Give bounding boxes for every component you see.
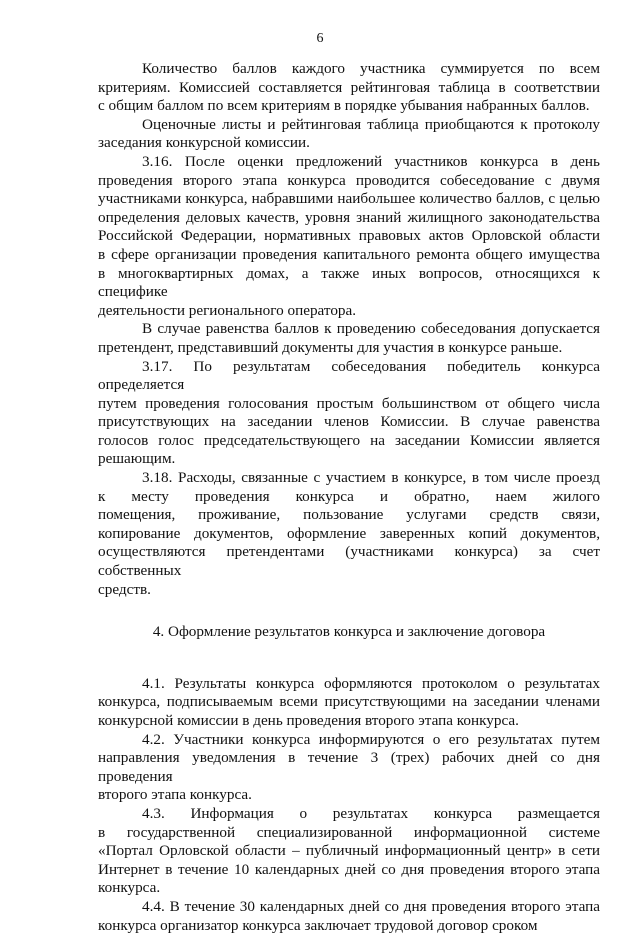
text-line: 4.3. Информация о результатах конкурса размещается [142,804,600,822]
text-line: направления уведомления в течение 3 (трех) рабочих дней со дня проведения [98,749,600,785]
text-line: проведения второго этапа конкурса проводится собеседование с двумя [98,171,600,189]
text-line: претендент, представивший документы для участия в конкурсе раньше. [98,338,563,356]
text-line: определения деловых качеств, уровня знаний жилищного законодательства [98,208,600,226]
text-line: «Портал Орловской области – публичный информационный центр» в сети [98,842,600,860]
text-line: конкурсной комиссии в день проведения второго этапа конкурса. [98,712,519,729]
text-line: голосов голос председательствующего на заседании Комиссии является [98,431,600,449]
text-line: конкурса, подписываемым всеми присутствующими на заседании членами [98,693,600,711]
text-line: копирование документов, оформление заверенных копий документов, [98,524,600,542]
text-line: присутствующих на заседании членов Комиссии. В случае равенства [98,413,600,431]
text-line: путем проведения голосования простым большинством от общего числа [98,394,600,412]
document-body [98,60,600,935]
text-line: в сфере организации проведения капитального ремонта общего имущества [98,245,600,263]
text-line: 4.4. В течение 30 календарных дней со дня проведения второго этапа [142,897,600,915]
text-line: с общим баллом по всем критериям в порядке убывания набранных баллов. [98,97,590,115]
text-line: осуществляются претендентами (участниками конкурса) за счет собственных [98,543,600,580]
text-line: решающим. [98,450,176,468]
text-line: Российской Федерации, нормативных правовых актов Орловской области [98,227,600,245]
text-line: к месту проведения конкурса и обратно, наем жилого [98,487,600,505]
text-line: второго этапа конкурса. [98,786,252,804]
text-line: помещения, проживание, пользование услугами средств связи, [98,506,600,524]
text-line: в многоквартирных домах, а также иных вопросов, относящихся к специфике [98,264,600,301]
text-line: конкурса. [98,879,161,897]
text-line: заседания конкурсной комиссии. [98,134,310,152]
section-heading: 4. Оформление результатов конкурса и заключение договора [152,623,546,641]
paragraphs-bottom [98,675,600,935]
text-line: 3.18. Расходы, связанные с участием в конкурсе, в том числе проезд [142,469,600,487]
text-line: 3.17. По результатам собеседования победитель конкурса определяется [98,357,600,394]
text-line: конкурса организатор конкурса заключает трудовой договор сроком [98,916,538,934]
text-line: 4.1. Результаты конкурса оформляются протоколом о результатах [142,674,600,692]
text-line: 4.2. Участники конкурса информируются о его результатах путем [142,730,600,748]
page-number: 6 [316,31,324,46]
text-line: В случае равенства баллов к проведению собеседования допускается [142,320,600,338]
text-line: Оценочные листы и рейтинговая таблица приобщаются к протоколу [142,115,600,133]
text-line: 3.16. После оценки предложений участников конкурса в день [142,152,600,170]
text-line: критериям. Комиссией составляется рейтинговая таблица в соответствии [98,78,600,96]
text-line: в государственной специализированной информационной системе [98,823,600,841]
paragraphs-top [98,60,600,599]
text-line: средств. [98,580,151,598]
text-line: Интернет в течение 10 календарных дней со дня проведения второго этапа [98,860,600,878]
text-line: участниками конкурса, набравшими наибольшее количество баллов, с целью [98,190,600,208]
text-line: Количество баллов каждого участника суммируется по всем [142,60,600,77]
text-line: деятельности регионального оператора. [98,301,357,319]
